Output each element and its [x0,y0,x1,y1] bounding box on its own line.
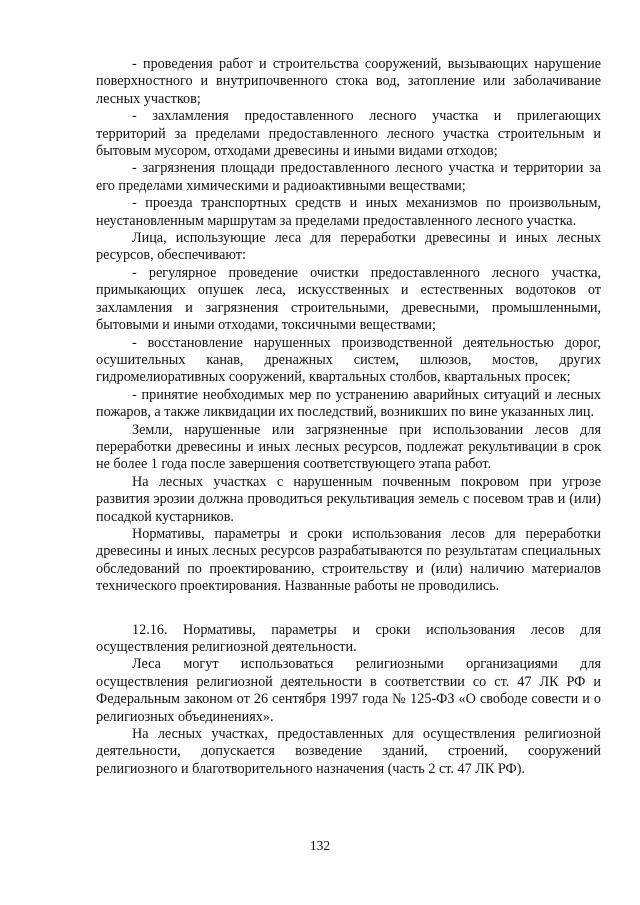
paragraph-3: - загрязнения площади предоставленного лесного участка и территории за его пределами химическими и радиоактивными веществами; [96,160,601,194]
paragraph-5: Лица, использующие леса для переработки древесины и иных лесных ресурсов, обеспечивают: [96,230,601,264]
paragraph-12: Леса могут использоваться религиозными организациями для осуществления религиозной деятельности в соответствии со ст. 47 ЛК РФ и Федеральным законом от 26 сентября 1997 года № 125-ФЗ «О свободе совести и о религиозных объединениях». [96,656,601,725]
page-number: 132 [309,838,331,853]
paragraph-10: На лесных участках с нарушенным почвенным покровом при угрозе развития эрозии должна проводиться рекультивация земель с посевом трав и (или) посадкой кустарников. [96,473,601,525]
paragraph-6: - регулярное проведение очистки предоставленного лесного участка, примыкающих опушек леса, искусственных и естественных водотоков от захламления и загрязнения строительными, древесными, промышленными, бытовыми и иными отходами, токсичными веществами; [96,264,601,334]
paragraph-7: - восстановление нарушенных производственной деятельностью дорог, осушительных канав, дренажных систем, шлюзов, мостов, других гидромелиоративных сооружений, квартальных столбов, квартальных просек; [96,334,601,386]
paragraph-13: На лесных участках, предоставленных для осуществления религиозной деятельности, допускается возведение зданий, строений, сооружений религиозного и благотворительного назначения (часть 2 ст. 47 ЛК РФ). [96,726,601,777]
paragraph-2: - захламления предоставленного лесного участка и прилегающих территорий за пределами предоставленного лесного участка строительным и бытовым мусором, отходами древесины и иными видами отходов; [96,108,601,160]
paragraph-1: - проведения работ и строительства сооружений, вызывающих нарушение поверхностного и внутрипочвенного стока вод, затопление или заболачивание лесных участков; [96,56,601,107]
document-body [96,56,601,778]
paragraph-4: - проезда транспортных средств и иных механизмов по произвольным, неустановленным маршрутам за пределами предоставленного лесного участка. [96,195,601,229]
paragraph-11: Нормативы, параметры и сроки использования лесов для переработки древесины и иных лесных ресурсов разрабатываются по результатам специальных обследований по проектированию, строительству и (или) наличию материалов технического проектирования. Названные работы не проводились. [96,525,601,595]
section-heading-12-16: 12.16. Нормативы, параметры и сроки использования лесов для осуществления религиозной деятельности. [96,621,601,655]
paragraph-8: - принятие необходимых мер по устранению аварийных ситуаций и лесных пожаров, а также ликвидации их последствий, возникших по вине указанных лиц. [96,386,601,421]
paragraph-9: Земли, нарушенные или загрязненные при использовании лесов для переработки древесины и иных лесных ресурсов, подлежат рекультивации в срок не более 1 года после завершения соответствующего этапа работ. [96,421,601,473]
section-gap [96,596,601,622]
